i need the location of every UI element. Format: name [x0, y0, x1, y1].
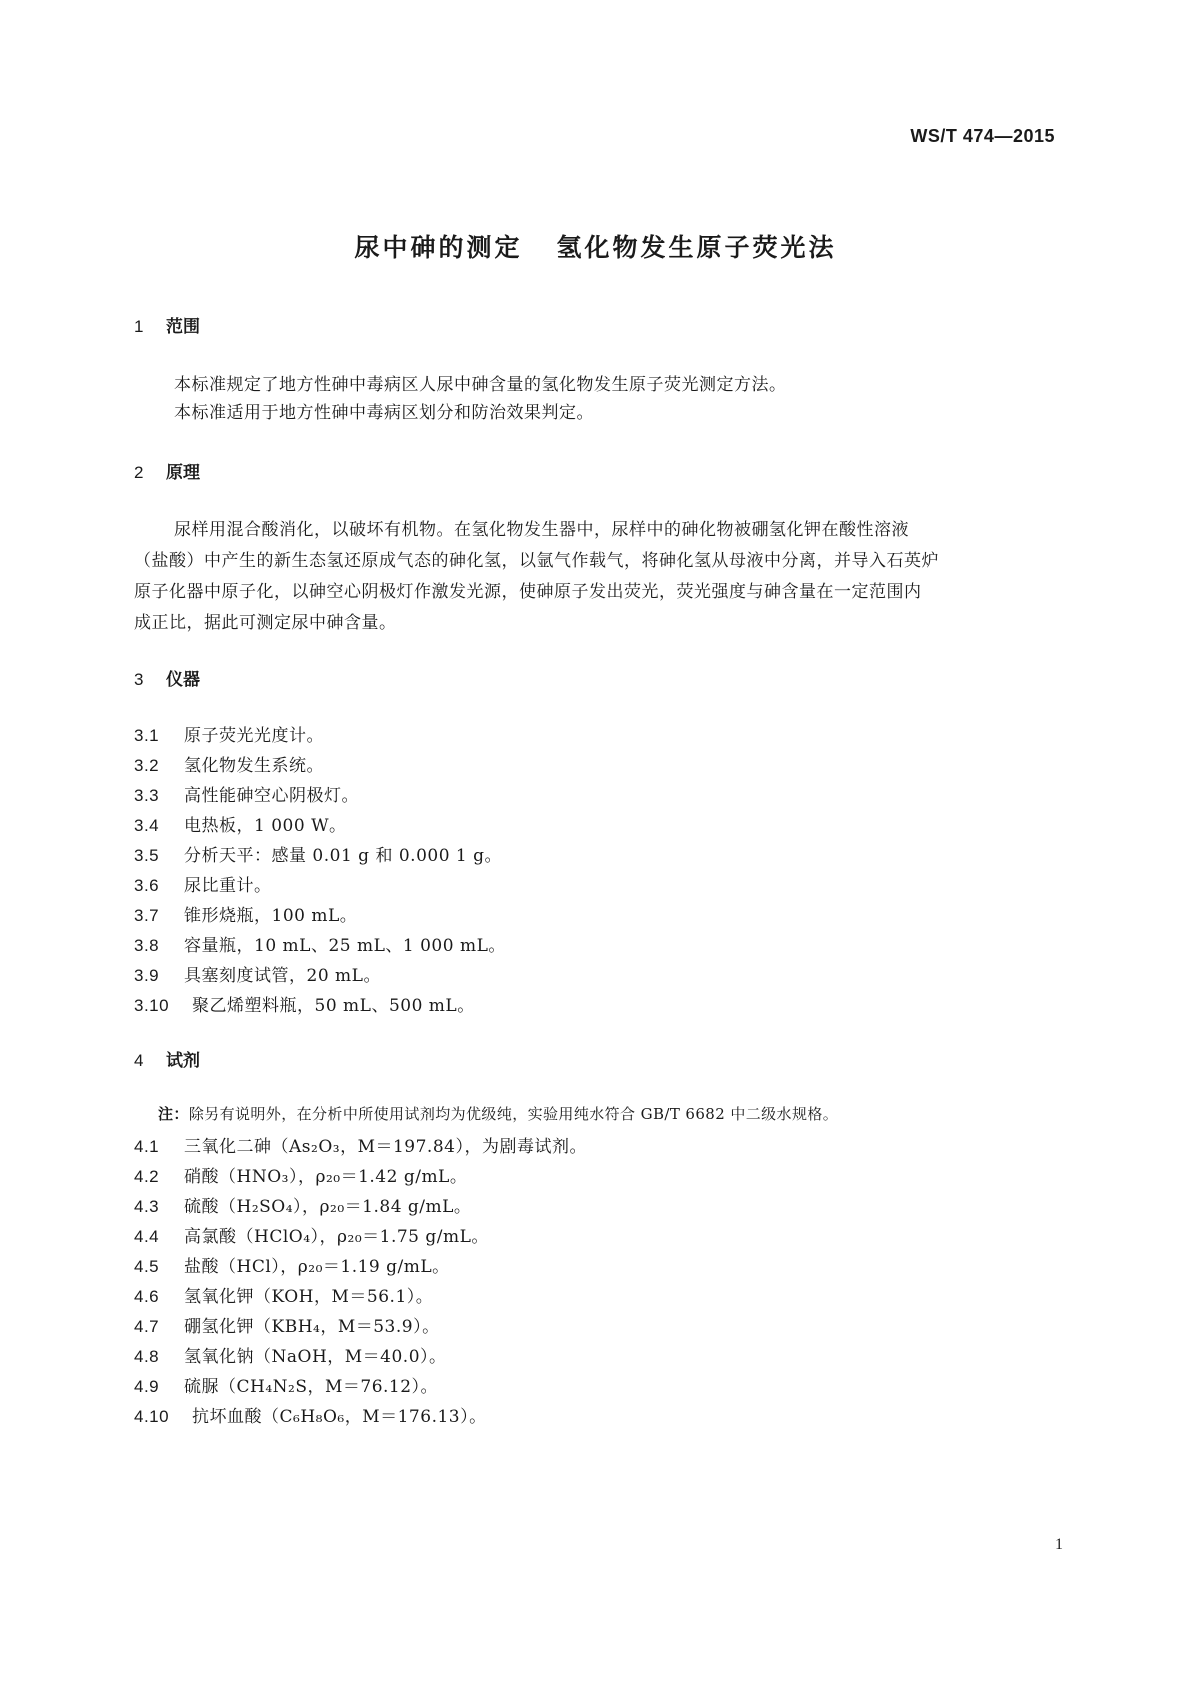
list-item: 3.6 尿比重计。	[134, 876, 272, 896]
list-item: 4.2 硝酸（HNO₃），ρ₂₀＝1.42 g/mL。	[134, 1167, 468, 1187]
principle-line: （盐酸）中产生的新生态氢还原成气态的砷化氢，以氩气作载气，将砷化氢从母液中分离，并导入石英炉	[134, 551, 939, 571]
section-title: 范围	[166, 317, 200, 337]
list-item: 3.10 聚乙烯塑料瓶，50 mL、500 mL。	[134, 996, 475, 1016]
list-item: 4.9 硫脲（CH₄N₂S，M＝76.12）。	[134, 1377, 439, 1397]
section-heading-scope	[134, 312, 200, 337]
principle-line: 尿样用混合酸消化，以破坏有机物。在氢化物发生器中，尿样中的砷化物被硼氢化钾在酸性溶液	[174, 520, 909, 540]
document-title	[0, 228, 1191, 264]
list-item: 4.5 盐酸（HCl），ρ₂₀＝1.19 g/mL。	[134, 1257, 450, 1277]
section-heading-principle	[134, 458, 200, 483]
section-number: 1	[134, 317, 144, 336]
list-item: 3.2 氢化物发生系统。	[134, 756, 324, 776]
list-item: 3.1 原子荧光光度计。	[134, 726, 324, 746]
note	[158, 1103, 838, 1124]
section-number: 3	[134, 670, 144, 689]
list-item: 4.1 三氧化二砷（As₂O₃，M＝197.84），为剧毒试剂。	[134, 1137, 587, 1157]
section-title: 原理	[166, 463, 200, 483]
title-part-2: 氢化物发生原子荧光法	[556, 233, 837, 262]
scope-line: 本标准适用于地方性砷中毒病区划分和防治效果判定。	[174, 403, 594, 423]
principle-line: 原子化器中原子化，以砷空心阴极灯作激发光源，使砷原子发出荧光，荧光强度与砷含量在一定范围内	[134, 582, 922, 602]
page-number: 1	[1055, 1536, 1063, 1553]
list-item: 3.5 分析天平：感量 0.01 g 和 0.000 1 g。	[134, 846, 503, 866]
list-item: 3.8 容量瓶，10 mL、25 mL、1 000 mL。	[134, 936, 506, 956]
list-item: 3.9 具塞刻度试管，20 mL。	[134, 966, 381, 986]
list-item: 4.10 抗坏血酸（C₆H₈O₆，M＝176.13）。	[134, 1407, 487, 1427]
list-item: 4.4 高氯酸（HClO₄），ρ₂₀＝1.75 g/mL。	[134, 1227, 489, 1247]
list-item: 4.7 硼氢化钾（KBH₄，M＝53.9）。	[134, 1317, 440, 1337]
section-number: 4	[134, 1051, 144, 1070]
section-heading-instruments	[134, 665, 200, 690]
note-text: 除另有说明外，在分析中所使用试剂均为优级纯，实验用纯水符合 GB/T 6682 中二级水规格。	[188, 1105, 839, 1123]
title-part-1: 尿中砷的测定	[354, 233, 523, 262]
section-title: 试剂	[166, 1051, 200, 1071]
list-item: 4.6 氢氧化钾（KOH，M＝56.1）。	[134, 1287, 434, 1307]
standard-code: WS/T 474—2015	[910, 126, 1055, 146]
note-label: 注：	[158, 1105, 189, 1123]
principle-line: 成正比，据此可测定尿中砷含量。	[134, 613, 397, 633]
list-item: 3.4 电热板，1 000 W。	[134, 816, 347, 836]
scope-line: 本标准规定了地方性砷中毒病区人尿中砷含量的氢化物发生原子荧光测定方法。	[174, 375, 787, 395]
list-item: 3.7 锥形烧瓶，100 mL。	[134, 906, 358, 926]
list-item: 3.3 高性能砷空心阴极灯。	[134, 786, 359, 806]
section-number: 2	[134, 463, 144, 482]
section-title: 仪器	[166, 670, 200, 690]
list-item: 4.3 硫酸（H₂SO₄），ρ₂₀＝1.84 g/mL。	[134, 1197, 472, 1217]
list-item: 4.8 氢氧化钠（NaOH，M＝40.0）。	[134, 1347, 447, 1367]
section-heading-reagents	[134, 1046, 200, 1071]
